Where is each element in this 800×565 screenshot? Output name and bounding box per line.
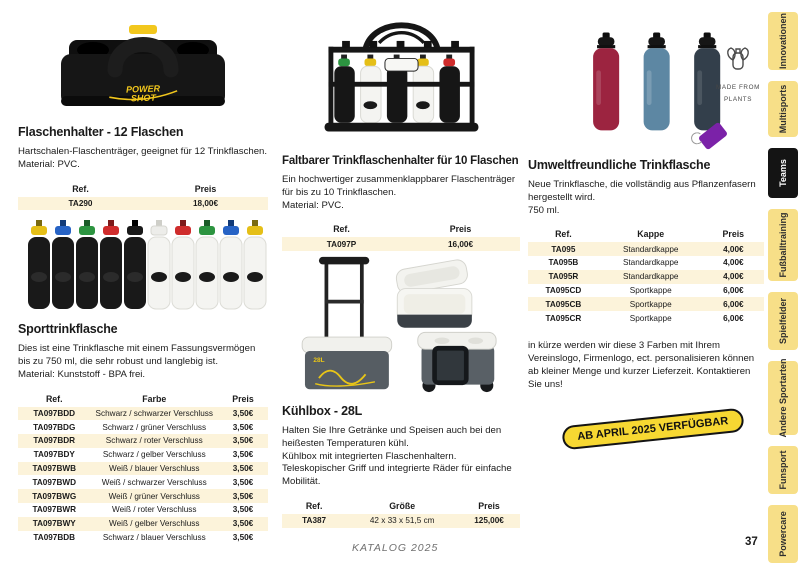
price-table — [18, 181, 268, 211]
product-description: Teleskopischer Griff und integrierte Räder für einfache Mobilität. — [282, 463, 512, 488]
table-cell: 3,50€ — [232, 436, 254, 446]
table-cell: TA095R — [548, 272, 579, 282]
column-header: Ref. — [555, 229, 572, 240]
table-row — [528, 297, 764, 311]
table-cell: 6,00€ — [723, 299, 744, 309]
bottle-row-illustration — [18, 215, 268, 311]
tab-label: Innovationen — [778, 13, 788, 69]
column-header: Preis — [478, 500, 500, 511]
sidebar-tab-multisports[interactable] — [768, 81, 798, 137]
column-header: Größe — [389, 500, 416, 511]
table-row — [18, 503, 268, 517]
table-cell: 3,50€ — [232, 464, 254, 474]
tab-label: Powercare — [778, 511, 788, 557]
table-cell: 3,50€ — [232, 505, 254, 515]
table-row — [18, 197, 268, 211]
product-title: Flaschenhalter - 12 Flaschen — [18, 125, 184, 139]
column-header: Preis — [232, 393, 254, 404]
tab-label: Funsport — [778, 450, 788, 490]
table-cell: TA387 — [302, 516, 327, 526]
bottle-caddy-illustration — [43, 8, 243, 114]
table-cell: 3,50€ — [232, 450, 254, 460]
tab-label: Spielfelder — [778, 297, 788, 345]
table-cell: TA097BWG — [32, 491, 77, 501]
cooler-capacity-label: 28L — [313, 357, 325, 365]
table-row — [18, 475, 268, 489]
sidebar-tab-funsport[interactable] — [768, 446, 798, 494]
product-description: Material: Kunststoff - BPA frei. — [18, 368, 146, 380]
table-row — [18, 517, 268, 531]
product-description: Kühlbox mit integrierten Flaschenhaltern. — [282, 450, 457, 462]
table-cell: TA097BWR — [32, 505, 77, 515]
table-cell: Standardkappe — [622, 272, 679, 282]
brand-logo-text: SHOT — [130, 92, 157, 104]
table-cell: Standardkappe — [622, 244, 679, 254]
umweltflasche-product-image — [528, 18, 764, 152]
product-description: Halten Sie Ihre Getränke und Speisen auch bei den heißesten Temperaturen kühl. — [282, 425, 502, 449]
table-cell: Schwarz / grüner Verschluss — [102, 422, 207, 432]
brand-logo-text: POWER — [125, 83, 161, 95]
kuehlbox-product-image — [282, 255, 520, 398]
price-table — [282, 498, 520, 528]
folding-carrier-illustration — [309, 6, 494, 144]
table-cell: TA097P — [326, 239, 357, 249]
availability-banner: AB APRIL 2025 VERFÜGBAR — [561, 408, 744, 451]
table-cell: TA097BDG — [33, 422, 76, 432]
table-cell: TA095CB — [545, 299, 582, 309]
column-header: Preis — [722, 229, 745, 240]
column-header: Farbe — [142, 393, 167, 404]
table-cell: Schwarz / roter Verschluss — [105, 436, 203, 446]
table-cell: 125,00€ — [474, 516, 504, 526]
price-table — [282, 221, 520, 251]
table-cell: Sportkappe — [629, 299, 672, 309]
table-cell: TA097BWD — [32, 477, 77, 487]
column-left — [18, 8, 268, 544]
table-cell: TA095CR — [545, 313, 582, 323]
badge-text: MADE FROM — [716, 84, 760, 91]
table-row — [528, 242, 764, 256]
product-description: Material: PVC. — [282, 199, 344, 211]
column-header: Preis — [449, 224, 472, 235]
sporttrinkflasche-product-image — [18, 215, 268, 316]
product-description: Ein hochwertiger zusammenklappbarer Flaschenträger für bis zu 10 Trinkflaschen. — [282, 174, 516, 198]
table-row — [18, 489, 268, 503]
table-cell: TA097BDB — [33, 532, 76, 542]
column-header: Kappe — [637, 229, 665, 240]
table-row — [18, 448, 268, 462]
column-header: Ref. — [72, 183, 89, 194]
table-header-row — [18, 391, 268, 407]
column-right — [528, 18, 764, 392]
sidebar-tab-fussballtraining[interactable] — [768, 209, 798, 281]
table-row — [282, 237, 520, 251]
product-description: Material: PVC. — [18, 158, 80, 170]
table-cell: TA095 — [551, 244, 576, 254]
column-header: Ref. — [333, 224, 350, 235]
category-sidebar — [768, 12, 798, 563]
table-cell: Sportkappe — [629, 285, 672, 295]
table-cell: 42 x 33 x 51,5 cm — [369, 516, 435, 526]
table-cell: 3,50€ — [232, 422, 254, 432]
catalog-footer-label: KATALOG 2025 — [352, 542, 439, 554]
sidebar-tab-powercare[interactable] — [768, 505, 798, 563]
table-cell: 3,50€ — [232, 477, 254, 487]
product-title: Sporttrinkflasche — [18, 322, 118, 337]
table-cell: Weiß / schwarzer Verschluss — [101, 477, 207, 487]
column-header: Ref. — [305, 500, 323, 511]
column-header: Preis — [194, 183, 217, 194]
product-title: Faltbarer Trinkflaschenhalter für 10 Flaschen — [282, 155, 519, 167]
table-cell: TA095B — [548, 258, 579, 268]
table-row — [18, 407, 268, 421]
table-cell: 4,00€ — [723, 272, 744, 282]
table-row — [528, 270, 764, 284]
sidebar-tab-teams[interactable] — [768, 148, 798, 198]
sidebar-tab-andere-sportarten[interactable] — [768, 358, 798, 438]
table-cell: Standardkappe — [622, 258, 679, 268]
table-cell: Schwarz / gelber Verschluss — [102, 450, 206, 460]
table-header-row — [282, 221, 520, 237]
table-cell: Weiß / roter Verschluss — [112, 505, 197, 515]
table-row — [528, 256, 764, 270]
personalization-note: in kürze werden wir diese 3 Farben mit Ihrem Vereinslogo, Firmenlogo, ect. personalisieren können ab kleiner Menge und kurzer Lieferzeit. Kontaktieren Sie uns! — [528, 339, 755, 390]
sidebar-tab-spielfelder[interactable] — [768, 292, 798, 350]
table-cell: 3,50€ — [232, 532, 254, 542]
cooler-illustration — [285, 255, 517, 393]
tab-label: Multisports — [778, 84, 788, 134]
product-description: Dies ist eine Trinkflasche mit einem Fassungsvermögen bis zu 750 ml, die sehr robust und langlebig ist. — [18, 343, 256, 368]
table-cell: Schwarz / blauer Verschluss — [102, 532, 206, 542]
table-row — [528, 311, 764, 325]
table-cell: 3,50€ — [232, 408, 254, 418]
table-cell: 4,00€ — [723, 244, 744, 254]
product-title: Kühlbox - 28L — [282, 404, 363, 419]
sidebar-tab-innovationen[interactable] — [768, 12, 798, 70]
table-cell: Sportkappe — [629, 313, 672, 323]
made-from-plants-badge — [712, 44, 764, 103]
price-table — [528, 226, 764, 325]
table-cell: TA097BDR — [33, 436, 76, 446]
table-cell: 4,00€ — [723, 258, 744, 268]
product-title: Umweltfreundliche Trinkflasche — [528, 158, 711, 172]
table-cell: TA097BDD — [33, 408, 76, 418]
product-description: Hartschalen-Flaschenträger, geeignet für 12 Trinkflaschen. — [18, 146, 268, 157]
page-number: 37 — [745, 536, 758, 548]
table-cell: Weiß / grüner Verschluss — [108, 491, 200, 501]
table-cell: TA097BDY — [33, 450, 75, 460]
table-row — [18, 434, 268, 448]
table-cell: Weiß / gelber Verschluss — [109, 519, 200, 529]
column-header: Ref. — [45, 393, 63, 404]
table-cell: TA290 — [68, 198, 93, 208]
table-cell: Schwarz / schwarzer Verschluss — [95, 408, 213, 418]
faltbarer-product-image — [282, 6, 520, 149]
table-cell: 6,00€ — [723, 285, 744, 295]
table-row — [18, 462, 268, 476]
table-cell: 16,00€ — [447, 239, 474, 249]
table-cell: 3,50€ — [232, 519, 254, 529]
column-middle — [282, 6, 520, 528]
table-row — [528, 284, 764, 298]
table-cell: 18,00€ — [192, 198, 219, 208]
product-description: Neue Trinkflasche, die vollständig aus Pflanzenfasern hergestellt wird. — [528, 179, 756, 203]
table-header-row — [282, 498, 520, 514]
table-cell: TA097BWB — [32, 464, 77, 474]
flaschenhalter-product-image — [18, 8, 268, 119]
table-cell: 6,00€ — [723, 313, 744, 323]
table-row — [18, 531, 268, 545]
table-header-row — [528, 226, 764, 242]
table-header-row — [18, 181, 268, 197]
tab-label: Andere Sportarten — [778, 358, 788, 438]
table-row — [18, 420, 268, 434]
badge-text: PLANTS — [723, 96, 753, 103]
tab-label: Teams — [778, 159, 788, 187]
tab-label: Fußballtraining — [778, 212, 788, 278]
table-cell: 3,50€ — [232, 491, 254, 501]
table-cell: Weiß / blauer Verschluss — [109, 464, 200, 474]
plant-bottle-icon — [723, 44, 753, 74]
table-cell: TA097BWY — [32, 519, 76, 529]
table-row — [282, 514, 520, 528]
price-table — [18, 391, 268, 545]
table-cell: TA095CD — [545, 285, 582, 295]
product-description: 750 ml. — [528, 204, 560, 216]
